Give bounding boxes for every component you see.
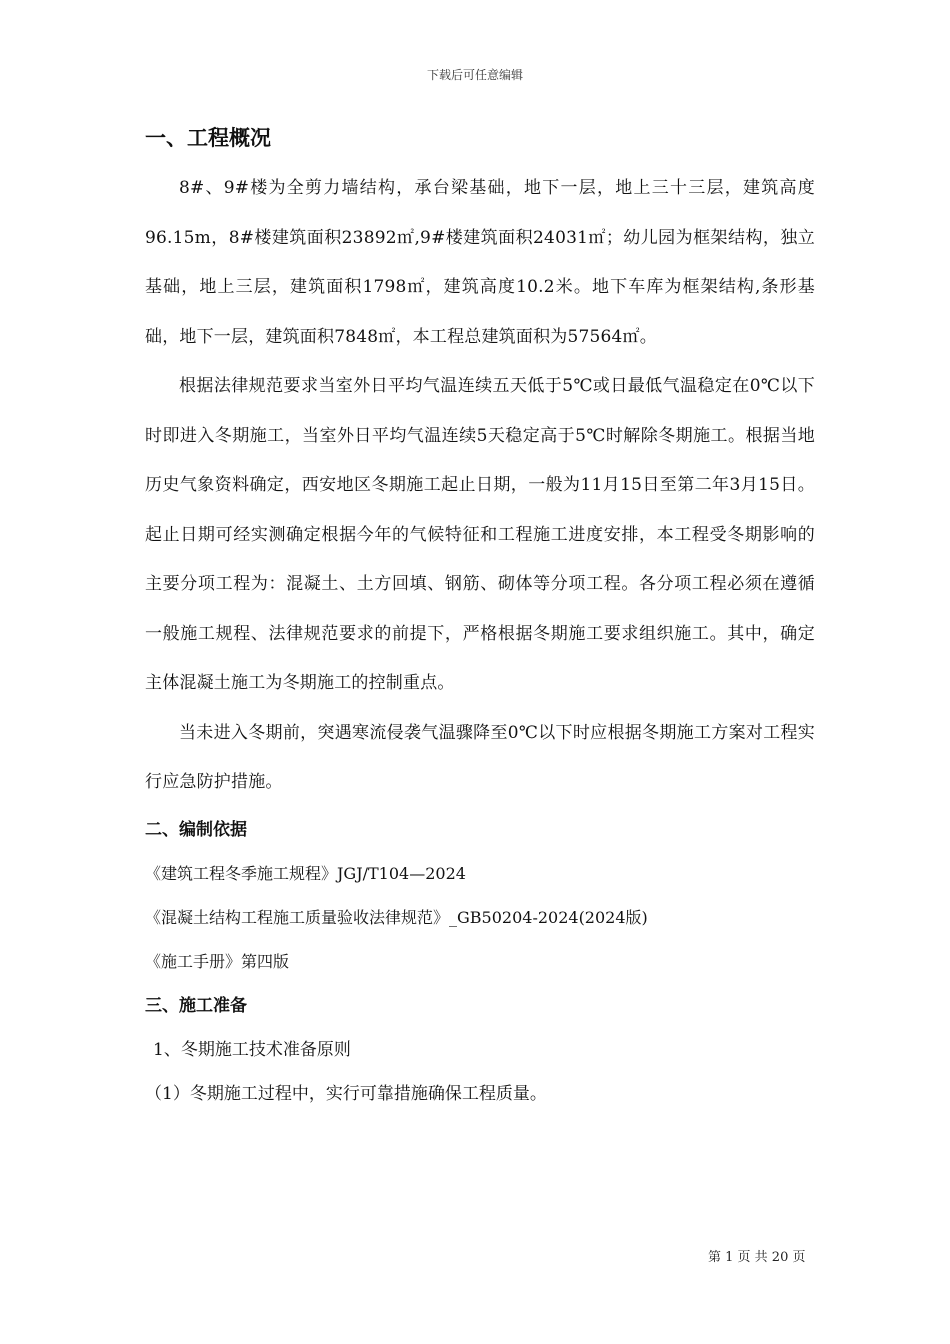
section-2-title: 二、编制依据: [145, 819, 247, 840]
section-3-item-1: （1）冬期施工过程中，实行可靠措施确保工程质量。: [145, 1083, 547, 1104]
section-3-title: 三、施工准备: [145, 995, 247, 1016]
section-1-paragraph-2: 根据法律规范要求当室外日平均气温连续五天低于5℃或日最低气温稳定在0℃以下时即进入冬期施工，当室外日平均气温连续5天稳定高于5℃时解除冬期施工。根据当地历史气象资料确定，西安地区冬期施工起止日期，一般为11月15日至第二年3月15日。起止日期可经实测确定根据今年的气候特征和工程施工进度安排，本工程受冬期影响的主要分项工程为：混凝土、土方回填、钢筋、砌体等分项工程。各分项工程必须在遵循一般施工规程、法律规范要求的前提下，严格根据冬期施工要求组织施工。其中，确定主体混凝土施工为冬期施工的控制重点。: [145, 376, 815, 693]
reference-item-1: 《建筑工程冬季施工规程》JGJ/T104—2024: [145, 863, 466, 883]
document-body: [145, 118, 815, 1116]
page-number: 第 1 页 共 20 页: [708, 1250, 806, 1265]
section-1-paragraph-3: 当未进入冬期前，突遇寒流侵袭气温骤降至0℃以下时应根据冬期施工方案对工程实行应急防护措施。: [145, 722, 815, 792]
section-3-subheading-1: 1、冬期施工技术准备原则: [153, 1039, 351, 1060]
page-header-note: 下载后可任意编辑: [426, 68, 523, 82]
section-1-title: 一、工程概况: [145, 126, 271, 150]
reference-item-2: 《混凝土结构工程施工质量验收法律规范》_GB50204-2024(2024版): [145, 907, 648, 927]
section-1-paragraph-1: 8#、9#楼为全剪力墙结构，承台梁基础，地下一层，地上三十三层，建筑高度96.15m，8#楼建筑面积23892㎡,9#楼建筑面积24031㎡；幼儿园为框架结构，独立基础，地上三层，建筑面积1798㎡，建筑高度10.2米。地下车库为框架结构,条形基础，地下一层，建筑面积7848㎡，本工程总建筑面积为57564㎡。: [145, 178, 815, 347]
reference-item-3: 《施工手册》第四版: [145, 951, 290, 971]
